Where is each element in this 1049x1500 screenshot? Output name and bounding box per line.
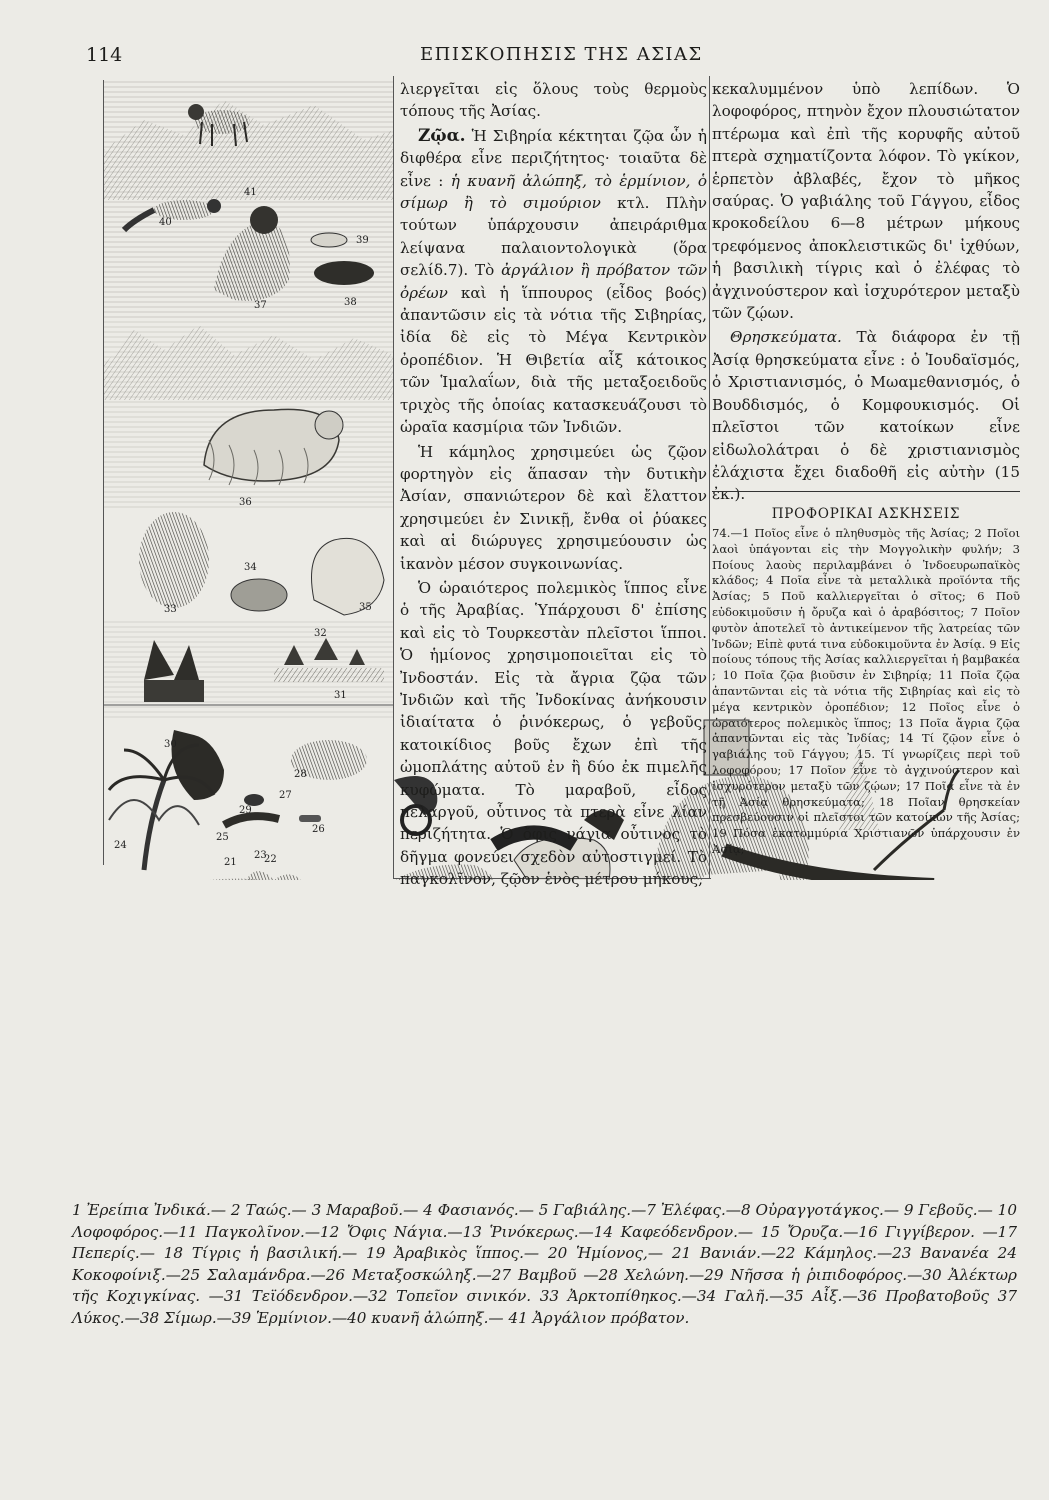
- plate-number-27: 27: [279, 790, 292, 801]
- plate-number-38: 38: [344, 297, 357, 308]
- paragraph: κεκαλυμμένον ὑπὸ λεπίδων. Ὁ λοφοφόρος, πτηνὸν ἔχον πλουσιώτατον πτέρωμα καὶ ἐπὶ τῆς κορυφῆς αὐτοῦ πτερὰ σχηματίζοντα λόφον. Τὸ γκίκον, ἑρπετὸν ἀβλαβές, ἔχον τὸ μῆκος σαύρας. Ὁ γαβιάλης τοῦ Γάγγου, εἶδος κροκοδείλου 6—8 μέτρων μήκους τρεφόμενος ἀποκλειστικῶς δι' ἰχθύων, ἡ βασιλικὴ τίγρις καὶ ὁ ἐλέφας τὸ ἀγχινούστερον καὶ ἰσχυρότερον μεταξὺ τῶν ζῴων.: [712, 80, 1020, 323]
- rooster-figure: [172, 730, 225, 800]
- plate-number-40: 40: [159, 217, 172, 228]
- paragraph-religions: [712, 326, 1020, 505]
- sable-figure: [314, 261, 374, 285]
- camel-figure: [204, 871, 354, 880]
- exercises-text: 74.—1 Ποῖος εἶνε ὁ πληθυσμὸς τῆς Ἀσίας; 2 Ποῖοι λαοὶ ὑπάγονται εἰς τὴν Μογγολικὴν φυλήν; 3 Ποίους λαοὺς περιλαμβάνει ὁ Ἰνδοευρωπαϊκὸς κλάδος; 4 Ποῖα εἶνε τὰ μεταλλικὰ προϊόντα τῆς Ἀσίας; 5 Ποῦ καλλιεργεῖται ὁ σῖτος; 6 Ποῦ εὐδοκιμοῦσιν ἡ ὄρυζα καὶ ὁ ἀραβόσιτος; 7 Ποῖον φυτὸν ἀποτελεῖ τὸ ἀντικείμενον τῆς λατρείας τῶν Ἰνδῶν; Εἰπὲ φυτά τινα εὐδοκιμοῦντα ἐν Ἀσίᾳ. 9 Εἰς ποίους τόπους τῆς Ἀσίας καλλιεργεῖται ἡ βαμβακέα ; 10 Ποῖα ζῷα βιοῦσιν ἐν Σιβηρίᾳ; 11 Ποῖα ζῷα ἀπαντῶνται εἰς τὰ νότια τῆς Σιβηρίας καὶ εἰς τὸ μέγα κεντρικὸν ὀροπέδιον; 12 Ποῖος εἶνε ὁ ὡραιότερος πολεμικὸς ἵππος; 13 Ποῖα ἄγρια ζῷα ἀπαντῶνται εἰς τὰς Ἰνδίας; 14 Τί ζῷον εἶνε ὁ γαβιάλης τοῦ Γάγγου; 15. Τί γνωρίζεις περὶ τοῦ λοφοφόρου; 17 Ποῖον εἶνε τὸ ἀγχινούστερον καὶ ἰσχυρότερον μεταξὺ τῶν ζῴων; 17 Ποῖα εἶνε τὰ ἐν τῇ Ἀσίᾳ θρησκεύματα; 18 Ποῖαν θρησκείαν πρεσβεύουσιν οἱ πλεῖστοι τῶν κατοίκων τῆς Ἀσίας; 19 Πόσα ἑκατομμύρια Χριστιανῶν ὑπάρχουσιν ἐν Ἀσίᾳ;: [712, 526, 1020, 856]
- plate-number-29: 29: [239, 805, 252, 816]
- paragraph: λιεργεῖται εἰς ὅλους τοὺς θερμοὺς τόπους τῆς Ἀσίας.: [400, 80, 707, 121]
- cat-figure: [231, 579, 287, 611]
- plate-number-26: 26: [312, 824, 325, 835]
- right-text-column: [712, 78, 1020, 508]
- plate-number-24: 24: [114, 840, 127, 851]
- plate-number-32: 32: [314, 628, 327, 639]
- plate-number-34: 34: [244, 562, 257, 573]
- plate-number-23: 23: [254, 850, 267, 861]
- plate-number-37: 37: [254, 300, 267, 311]
- text-run: καὶ ἡ ἵππουρος (εἶδος βοός) ἀπαντῶσιν εἰς τὰ νότια τῆς Σιβηρίας, ἰδία δὲ εἰς τὸ Μέγα Κεντρικὸν ὀροπέδιον. Ἡ Θιβετία αἶξ κάτοικος τῶν Ἱμαλαΐων, διὰ τῆς μεταξοειδοῦς τριχὸς τῆς ὁποίας κατασκευάζουσι τὸ ὡραῖα κασμίρια τῶν Ἰνδιῶν.: [400, 283, 707, 437]
- silkworm-figure: [299, 815, 321, 822]
- plate-number-35: 35: [359, 602, 372, 613]
- plate-number-21: 21: [224, 857, 237, 868]
- exercises-title: ΠΡΟΦΟΡΙΚΑΙ ΑΣΚΗΣΕΙΣ: [771, 506, 961, 522]
- goat-figure: [312, 538, 385, 615]
- paragraph-animals: [400, 125, 707, 439]
- page-number: 114: [86, 44, 123, 66]
- italic-run: ἡ κυανῆ ἀλώπηξ, τὸ ἑρμίνιον, ὁ σίμωρ ἢ τὸ σιμούριον: [400, 171, 708, 213]
- paragraph: Ὁ ὡραιότερος πολεμικὸς ἵππος εἶνε ὁ τῆς Ἀραβίας. Ὑπάρχουσι δ' ἐπίσης καὶ εἰς τὸ Τουρκεστὰν πλεῖστοι ἵπποι. Ὁ ἡμίονος χρησιμοποιεῖται εἰς τὸ Ἰνδοστάν. Εἰς τὰ ἄγρια ζῷα τῶν Ἰνδιῶν καὶ τῆς Ἰνδοκίνας ἀνήκουσιν ἰδιαίτατα ὁ ῥινόκερως, ὁ γεβοῦς, κατοικίδιος βοῦς ἔχων ἐπὶ τῆς ὠμοπλάτης αὐτοῦ ἐν ἢ δύο ἐκ πιμελῆς κυφώματα. Τὸ μαραβοῦ, εἶδος πελαργοῦ, οὗτινος τὰ πτερὰ εἶνε λίαν περιζήτητα. Ὁ ὄφις νάγια οὗτινος τὸ δῆγμα φονεύει σχεδὸν αὐτοστιγμεί. Τὸ παγκολῖνον, ζῷον ἑνὸς μέτρου μήκους,: [400, 578, 707, 889]
- paragraph: Ἡ κάμηλος χρησιμεύει ὡς ζῷον φορτηγὸν εἰς ἅπασαν τὴν δυτικὴν Ἀσίαν, σπανιώτερον δὲ καὶ ἔλαττον χρησιμεύει ἐν Σινικῇ, ἔνθα οἱ ῥύακες καὶ αἱ διώρυγες χρησιμεύουσιν ὡς ἱκανὸν μέσον συγκοινωνίας.: [400, 442, 707, 573]
- section-divider: [712, 491, 1020, 492]
- running-title: ΕΠΙΣΚΟΠΗΣΙΣ ΤΗΣ ΑΣΙΑΣ: [420, 44, 703, 65]
- plate-number-36: 36: [239, 497, 252, 508]
- text-run: Τὰ διάφορα ἐν τῇ Ἀσίᾳ θρησκεύματα εἶνε : ὁ Ἰουδαϊσμός, ὁ Χριστιανισμός, ὁ Μωαμεθανισμός, ὁ Βουδδισμός, ὁ Κομφουκισμός. Οἱ πλεῖστοι τῶν κατοίκων εἶνε εἰδωλολάτραι ὁ δὲ χριστιανισμὸς ἐλάχιστα ἔχει διαδοθῆ εἰς αὐτὴν (15 ἐκ.).: [712, 328, 1020, 504]
- text-run: κτλ. Πλὴν τούτων ὑπάρχουσιν ἀπειράριθμα λείψανα παλαιοντολογικὰ (ὅρα σελίδ.7). Τὸ: [400, 194, 707, 280]
- italic-run: ἀργάλιον ἢ πρόβατον τῶν ὀρέων: [400, 261, 707, 302]
- frame-line-left: [393, 76, 394, 878]
- plate-number-41: 41: [244, 187, 257, 198]
- plate-number-28: 28: [294, 769, 307, 780]
- salamander-figure: [224, 816, 279, 825]
- figure-caption: 1 Ἐρείπια Ἰνδικά.— 2 Ταώς.— 3 Μαραβοῦ.— 4 Φασιανός.— 5 Γαβιάλης.—7 Ἐλέφας.—8 Οὐραγγοτάγκος.— 9 Γεβοῦς.— 10 Λοφοφόρος.—11 Παγκολῖνον.—12 Ὄφις Νάγια.—13 Ῥινόκερως.—14 Καφεόδενδρον.— 15 Ὄρυζα.—16 Γιγγίβερον. —17 Πεπερίς.— 18 Τίγρις ἡ βασιλική.— 19 Ἀραβικὸς ἵππος.— 20 Ἡμίονος,— 21 Βανιάν.—22 Κάμηλος.—23 Βανανέα 24 Κοκοφοίνιξ.—25 Σαλαμάνδρα.—26 Μεταξοσκώληξ.—27 Βαμβοῦ —28 Χελώνη.—29 Νῆσσα ἡ ῥιπιδοφόρος.—30 Ἀλέκτωρ τῆς Κοχιγκίνας. —31 Τεϊόδενδρον.—32 Τοπεῖον σινικόν. 33 Ἀρκτοπίθηκος.—34 Γαλῆ.—35 Αἶξ.—36 Προβατοβοῦς 37 Λύκος.—38 Σίμωρ.—39 Ἑρμίνιον.—40 κυανῆ ἀλώπηξ.— 41 Ἀργάλιον πρόβατον.: [72, 1201, 1017, 1327]
- middle-text-column: [400, 78, 707, 893]
- section-heading-animals: Ζῷα.: [418, 125, 466, 146]
- plate-number-33: 33: [164, 604, 177, 615]
- frame-line-middle: [709, 76, 710, 878]
- section-heading-religions: Θρησκεύματα.: [730, 328, 842, 347]
- text-run: Ἡ Σιβηρία κέκτηται ζῷα ὧν ἡ διφθέρα εἶνε περιζήτητος· τοιαῦτα δὲ εἶνε :: [400, 126, 707, 190]
- plate-number-25: 25: [216, 832, 229, 843]
- bear-figure: [139, 512, 209, 608]
- plate-number-31: 31: [334, 690, 347, 701]
- ermine-figure: [311, 233, 347, 247]
- plate-number-30: 30: [164, 739, 177, 750]
- plate-number-22: 22: [264, 854, 277, 865]
- plate-number-39: 39: [356, 235, 369, 246]
